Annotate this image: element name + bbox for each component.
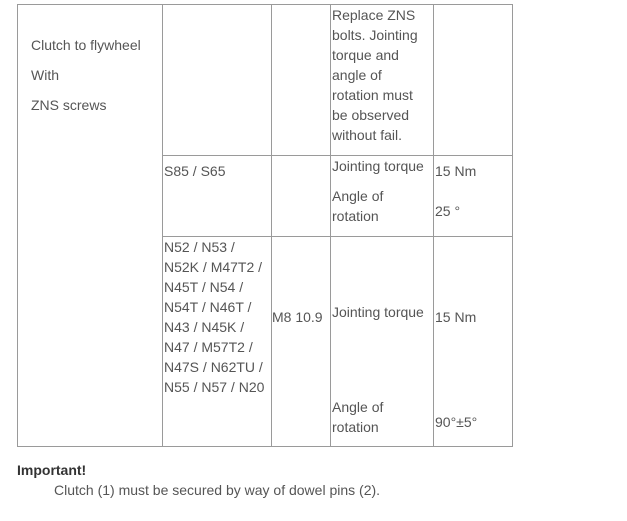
angle-label-s85-1: Angle of bbox=[332, 188, 384, 204]
important-text: Clutch (1) must be secured by way of dowel pins (2). bbox=[54, 482, 381, 498]
angle-value-s85: 25 ° bbox=[435, 203, 461, 219]
jointing-value-n52: 15 Nm bbox=[435, 309, 477, 325]
jointing-label-s85: Jointing torque bbox=[332, 158, 424, 174]
component-line-1: Clutch to flywheel bbox=[31, 37, 141, 53]
engine-n52-4: N54T / N46T / bbox=[164, 299, 252, 315]
bolt-cell-empty bbox=[271, 4, 331, 156]
angle-value-n52: 90°±5° bbox=[435, 414, 478, 430]
bolt-n52: M8 10.9 bbox=[272, 309, 323, 325]
value-cell-empty bbox=[433, 4, 513, 156]
bolt-cell-s85 bbox=[271, 155, 331, 237]
angle-label-s85-2: rotation bbox=[332, 208, 379, 224]
note-line-6: be observed bbox=[332, 107, 410, 123]
engine-n52-5: N43 / N45K / bbox=[164, 319, 245, 335]
engine-n52-7: N47S / N62TU / bbox=[164, 359, 263, 375]
engine-n52-8: N55 / N57 / N20 bbox=[164, 379, 265, 395]
note-line-4: angle of bbox=[332, 67, 382, 83]
engine-cell-empty bbox=[162, 4, 272, 156]
jointing-label-n52: Jointing torque bbox=[332, 304, 424, 320]
angle-label-n52-2: rotation bbox=[332, 419, 379, 435]
engine-s85: S85 / S65 bbox=[164, 163, 226, 179]
jointing-value-s85: 15 Nm bbox=[435, 163, 477, 179]
engine-n52-3: N45T / N54 / bbox=[164, 279, 244, 295]
angle-label-n52-1: Angle of bbox=[332, 399, 384, 415]
note-line-3: torque and bbox=[332, 47, 399, 63]
torque-table bbox=[17, 4, 513, 447]
engine-n52-1: N52 / N53 / bbox=[164, 239, 235, 255]
note-line-5: rotation must bbox=[332, 87, 413, 103]
component-line-2: With bbox=[31, 67, 59, 83]
engine-n52-2: N52K / M47T2 / bbox=[164, 259, 263, 275]
bolt-cell-n52 bbox=[271, 236, 331, 447]
important-title: Important! bbox=[17, 462, 87, 478]
note-line-7: without fail. bbox=[332, 127, 403, 143]
component-line-3: ZNS screws bbox=[31, 97, 107, 113]
engine-n52-6: N47 / M57T2 / bbox=[164, 339, 253, 355]
note-line-2: bolts. Jointing bbox=[332, 27, 418, 43]
note-line-1: Replace ZNS bbox=[332, 7, 416, 23]
